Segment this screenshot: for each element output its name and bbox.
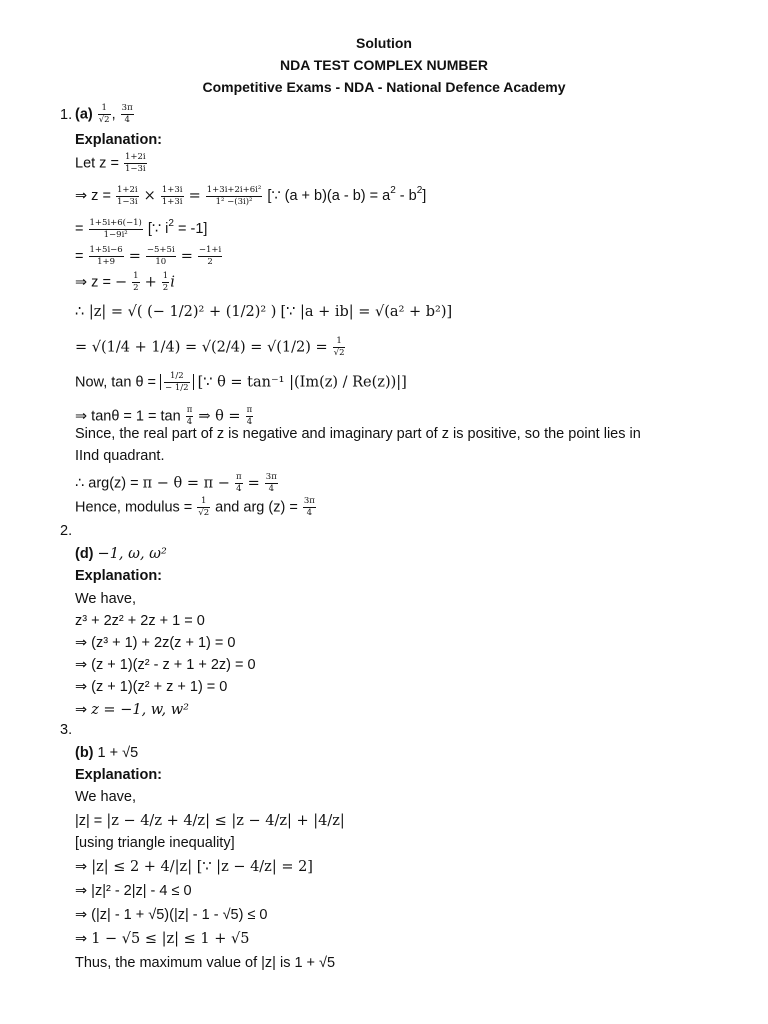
- q1-line-expand: = $\frac{1+5i+6(-1)}{\text{1−9i²}}$ [∵ $i^2 = -1$]: [75, 217, 208, 240]
- q2-line-3: ⇒ (z³ + 1) + 2z(z + 1) = 0: [75, 635, 236, 651]
- q3-line-6: ⇒ (|z| - 1 + √5)(|z| - 1 - √5) ≤ 0: [75, 907, 268, 923]
- q3-line-4: ⇒ |z| ≤ 2 + 4/|z| [∵ |z − 4/z| = 2]: [75, 859, 313, 875]
- q3-line-2: |z| = |z − 4/z + 4/z| ≤ |z − 4/z| + |4/z|: [75, 813, 345, 829]
- q3-explanation-label: Explanation:: [75, 767, 163, 783]
- q1-line-theta: ⇒ tanθ = 1 = tan $\frac{\pi}{4}$ ⇒ θ = $\frac{\pi}{4}$: [75, 405, 253, 427]
- q2-line-5: ⇒ (z + 1)(z² + z + 1) = 0: [75, 679, 228, 695]
- q1-explanation-label: Explanation:: [75, 132, 163, 148]
- q3-line-5: ⇒ |z|² - 2|z| - 4 ≤ 0: [75, 883, 192, 899]
- doc-title: Solution: [356, 35, 412, 51]
- q2-line-1: We have,: [75, 591, 136, 607]
- q1-line-arg: ∴ arg(z) = π − θ = π − $\frac{\pi}{4}$ = $\frac{3\pi}{4}$: [75, 472, 277, 494]
- q2-answer: (d) −1, ω, ω²: [75, 546, 167, 562]
- q2-line-6: ⇒ z = −1, w, w²: [75, 702, 189, 718]
- q1-line-quadrant-1: Since, the real part of z is negative and imaginary part of z is positive, so the point lies in: [75, 426, 641, 442]
- q1-line-conclusion: Hence, modulus = $\frac{1}{√2}$ and arg (z) = $\frac{3\pi}{4}$: [75, 496, 315, 518]
- q1-answer-frac2: $\frac{3\pi}{4}$: [121, 103, 133, 125]
- q1-line-modulus: ∴ |z| = √( (− 1/2)² + (1/2)² ) [∵ |a + ib| = √(a² + b²)]: [75, 304, 453, 320]
- q2-explanation-label: Explanation:: [75, 568, 163, 584]
- q3-answer: (b) 1 + √5: [75, 745, 139, 761]
- q1-line-simplify: = $\frac{1+5i-6}{1+9}$ = $\frac{-5+5i}{10}$ = $\frac{-1+i}{2}$: [75, 245, 222, 267]
- q1-line-let-z: Let z = $\frac{1+2i}{1-3i}$: [75, 152, 146, 174]
- doc-category: Competitive Exams - NDA - National Defence Academy: [202, 79, 566, 95]
- q1-line-quadrant-2: IInd quadrant.: [75, 448, 165, 464]
- q3-line-1: We have,: [75, 789, 136, 805]
- q2-number: 2.: [60, 523, 73, 539]
- q1-number: 1.: [60, 107, 73, 123]
- q1-line-tan-theta: Now, tan θ = $\frac{1/2}{- 1/2}$ [∵ θ = tan⁻¹ |(Im(z) / Re(z))|]: [75, 371, 407, 393]
- q1-line-modulus-simplify: = √(1/4 + 1/4) = √(2/4) = √(1/2) = $\frac{1}{√2}$: [75, 336, 345, 358]
- q2-line-2: z³ + 2z² + 2z + 1 = 0: [75, 613, 205, 629]
- q1-line-z-value: ⇒ z = − $\frac{1}{2}$ + $\frac{1}{2}$ i: [75, 271, 175, 293]
- doc-subtitle: NDA TEST COMPLEX NUMBER: [280, 57, 488, 73]
- q3-line-7: ⇒ 1 − √5 ≤ |z| ≤ 1 + √5: [75, 931, 250, 947]
- q1-answer: (a) $\frac{1}{√2}$ , $\frac{3\pi}{4}$: [75, 103, 133, 125]
- q2-line-4: ⇒ (z + 1)(z² - z + 1 + 2z) = 0: [75, 657, 256, 673]
- q3-line-3: [using triangle inequality]: [75, 835, 235, 851]
- q1-answer-frac1: $\frac{1}{√2}$: [98, 103, 110, 125]
- q1-answer-letter: (a): [75, 106, 93, 123]
- q1-line-rationalize: ⇒ z = $\frac{1+2i}{1-3i}$ × $\frac{1+3i}{1+3i}$ = $\frac{\text{1+3i+2i+6i²}}{\text{1² −(3i)²}}$ [∵ $(a + b)(a - b) = a^2 - b^2$]: [75, 184, 427, 207]
- q3-line-8: Thus, the maximum value of |z| is 1 + √5: [75, 955, 336, 971]
- q3-number: 3.: [60, 722, 73, 738]
